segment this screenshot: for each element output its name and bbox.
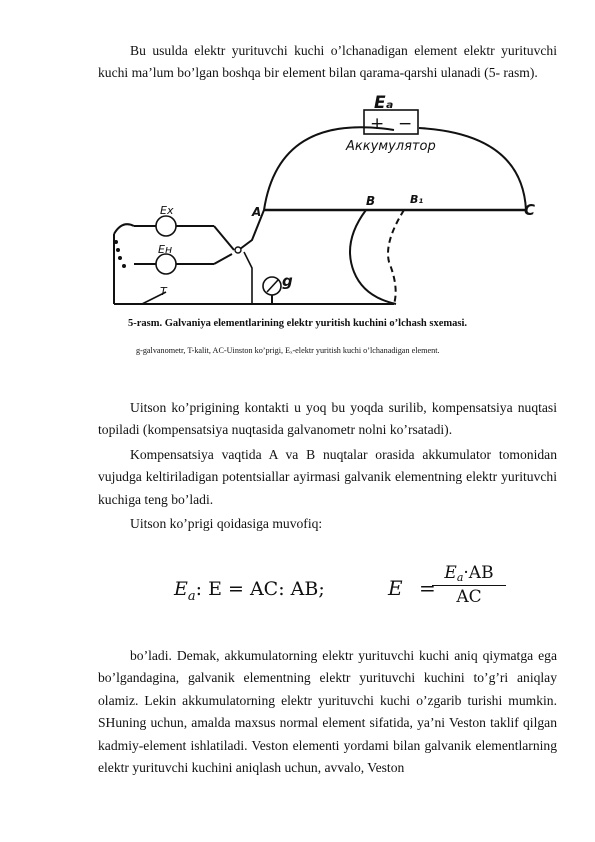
point-b: B — [366, 194, 376, 208]
switch-lower — [214, 254, 232, 264]
switch-upper — [214, 226, 234, 250]
battery-label: Аккумулятор — [346, 139, 436, 154]
formula-lhs-e: E — [174, 578, 188, 600]
formula-lhs-sub: a — [187, 589, 196, 604]
ex-label: Eх — [160, 204, 174, 217]
battery-symbol: Eₐ — [374, 93, 394, 113]
formula-rhs — [388, 576, 436, 600]
paragraph-conclusion: bo’ladi. Demak, akkumulatorning elektr yurituvchi kuchi aniq qiymatga ega bo’lgandagina, galvanik elementning elektr yurituvchi kuchini to’g’ri aniqlay olamiz. Lekin akkumulatorning elektr yurituvchi kuchi o’zgarib turishi mumkin. SHuning uchun, amalda maxsus normal element sifatida, ya’ni Veston taklif qilgan kadmiy-element ishlatiladi. Veston elementi yordami bilan galvanik elementlarning elektr yurituvchi kuchini aniqlash uchun, avvalo, Veston — [98, 648, 557, 776]
formula-fraction — [432, 563, 506, 607]
formula-lhs-rest: : E = AC: AB; — [195, 578, 325, 600]
paragraph-compensation: Uitson ko’prigining kontakti u yoq bu yoqda surilib, kompensatsiya nuqtasi topiladi (kompensatsiya nuqtasida galvanometr nolni ko’rsatadi). — [98, 400, 557, 438]
formula-rhs-e: E — [388, 576, 403, 600]
point-c: C — [524, 201, 536, 219]
fraction-numerator — [432, 563, 506, 586]
fraction-denominator: AC — [456, 587, 482, 607]
formula-rhs-eq: = — [418, 576, 436, 600]
point-b1: B₁ — [410, 193, 424, 206]
circuit-diagram — [104, 92, 544, 314]
formula-ratio — [174, 578, 325, 604]
contact-wire-dashed — [388, 210, 404, 304]
switch-contact-icon — [235, 247, 241, 253]
galv-label: g — [282, 272, 293, 290]
battery-minus: − — [398, 114, 413, 134]
num-sub: a — [456, 571, 464, 584]
coil-wire — [114, 224, 134, 234]
point-a: A — [252, 205, 262, 219]
galv-branch — [244, 252, 252, 304]
num-rest: ·AB — [463, 563, 494, 583]
key-label: T — [160, 285, 167, 298]
paragraph-intro: Bu usulda elektr yurituvchi kuchi o’lchanadigan element elektr yurituvchi kuchi ma’lum bo’lgan boshqa bir element bilan qarama-qarshi ulanadi (5- rasm). — [98, 43, 557, 81]
paragraph-potential: Kompensatsiya vaqtida A va B nuqtalar orasida akkumulator tomonidan vujudga keltiriladigan potentsiallar ayirmasi galvanik elementning elektr yurituvchi kuchiga teng bo’ladi. — [98, 447, 557, 507]
num-e: E — [444, 563, 457, 583]
paragraph-rule: Uitson ko’prigi qoidasiga muvofiq: — [130, 516, 323, 531]
battery-plus: + — [370, 114, 385, 134]
ex-cell-icon — [156, 216, 176, 236]
figure-caption: 5-rasm. Galvaniya elementlarining elektr yuritish kuchini o’lchash sxemasi. — [128, 318, 468, 329]
en-label: Eн — [158, 243, 173, 256]
figure-subcaption: g-galvanometr, T-kalit, AC-Uinston ko’prigi, Eₓ-elektr yuritish kuchi o’lchanadigan element. — [136, 346, 440, 355]
en-cell-icon — [156, 254, 176, 274]
